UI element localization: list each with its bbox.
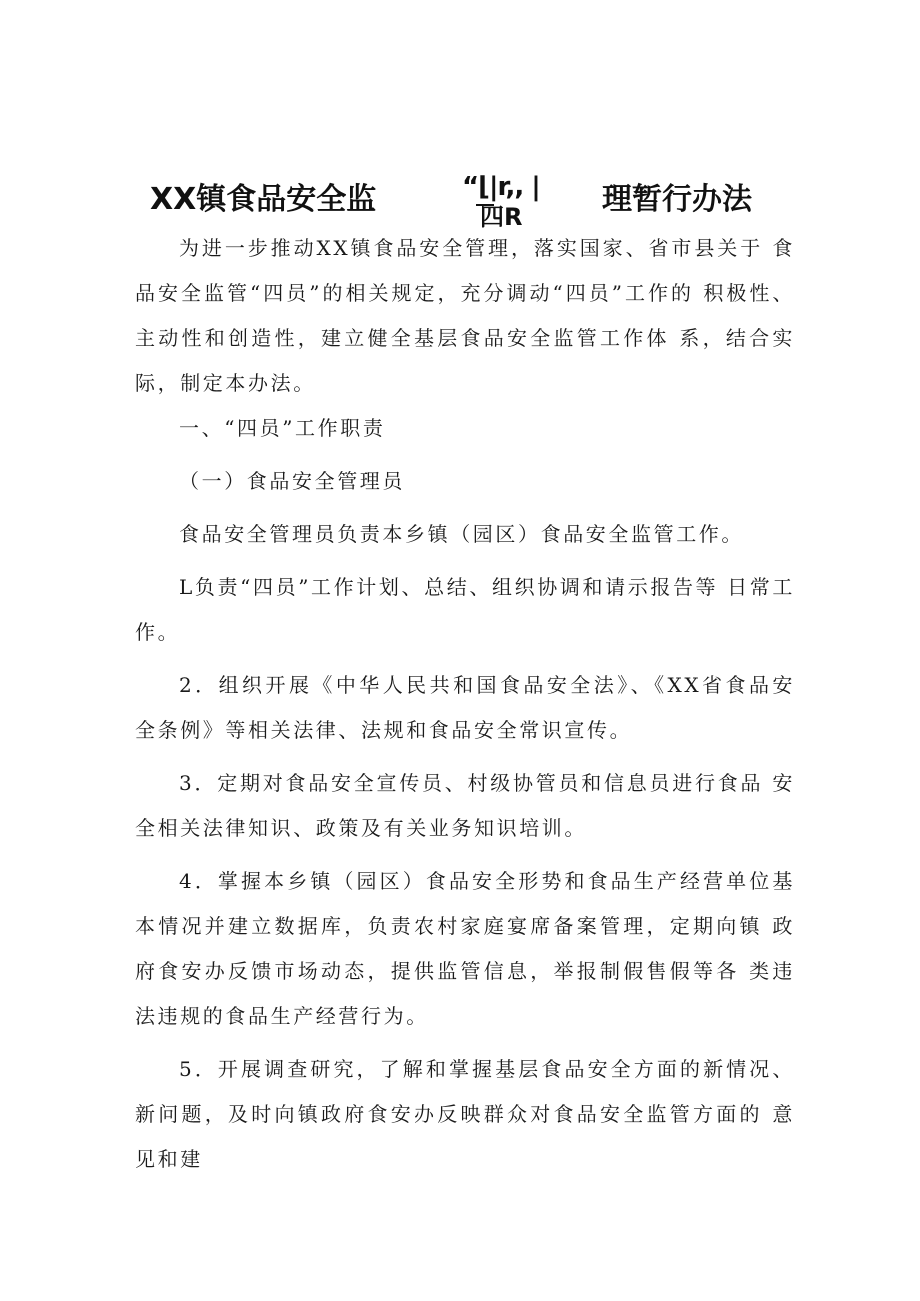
list-item-3: 3．定期对食品安全宣传员、村级协管员和信息员进行食品 安全相关法律知识、政策及有关业务知识培训。 bbox=[135, 771, 795, 840]
section-heading-duties: 一、“四员”工作职责 bbox=[179, 416, 386, 440]
list-item-2: 2．组织开展《中华人民共和国食品安全法》、《XX省食品安 全条例》等相关法律、法规和食品安全常识宣传。 bbox=[135, 673, 795, 742]
paragraph-manager-scope: 食品安全管理员负责本乡镇（园区）食品安全监管工作。 bbox=[179, 522, 744, 546]
list-item-1: L负责“四员”工作计划、总结、组织协调和请示报告等 日常工作。 bbox=[135, 575, 795, 644]
title-ocr-artifact-top: “⌊|r,, | bbox=[462, 172, 540, 202]
document-title-left: XX镇食品安全监 bbox=[150, 182, 377, 217]
title-ocr-artifact-bottom: 四R bbox=[480, 203, 523, 231]
list-item-5: 5．开展调查研究，了解和掌握基层食品安全方面的新情况、 新问题，及时向镇政府食安办反映群众对食品安全监管方面的 意见和建 bbox=[135, 1057, 795, 1171]
document-body bbox=[135, 226, 795, 1190]
subsection-heading-manager: （一）食品安全管理员 bbox=[179, 469, 405, 493]
document-title-right: 理暂行办法 bbox=[602, 182, 752, 217]
paragraph-intro: 为进一步推动XX镇食品安全管理，落实国家、省市县关于 食品安全监管“四员”的相关规定，充分调动“四员”工作的 积极性、主动性和创造性，建立健全基层食品安全监管工作体 系，结合实际，制定本办法。 bbox=[135, 236, 795, 395]
list-item-4: 4．掌握本乡镇（园区）食品安全形势和食品生产经营单位基 本情况并建立数据库，负责农村家庭宴席备案管理，定期向镇 政府食安办反馈市场动态，提供监管信息，举报制假售假等各 类违法违规的食品生产经营行为。 bbox=[135, 869, 795, 1028]
